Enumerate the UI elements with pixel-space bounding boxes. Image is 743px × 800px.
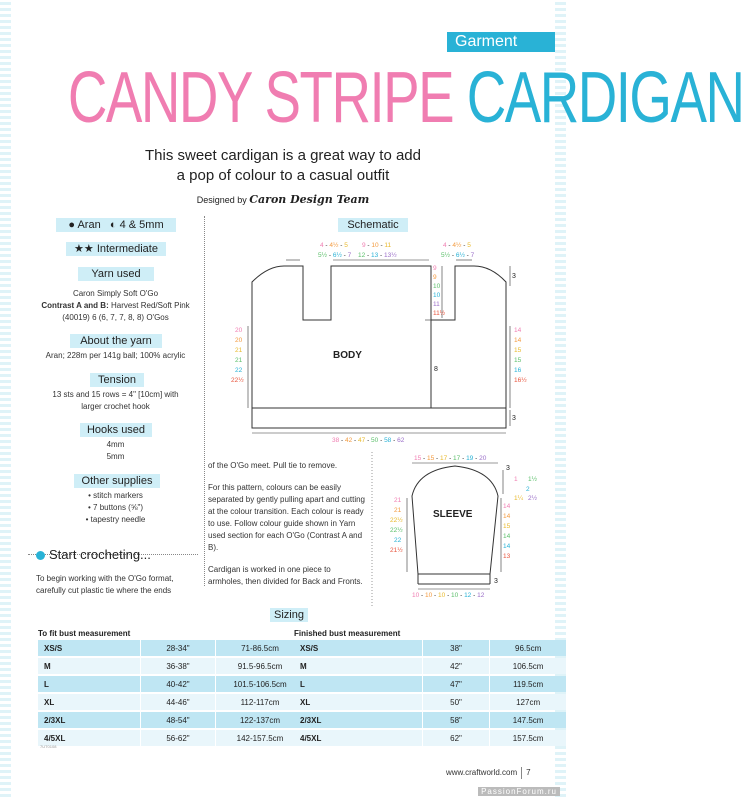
cm-cell: 91.5-96.5cm: [215, 658, 304, 674]
top-left-measure-2: 5½ - 6½ - 7: [318, 252, 352, 259]
svg-text:16½: 16½: [514, 377, 527, 384]
svg-text:10: 10: [433, 292, 441, 299]
svg-text:2: 2: [526, 486, 530, 493]
table-row: [38, 640, 304, 656]
size-cell: XL: [38, 694, 140, 710]
svg-text:11: 11: [433, 301, 440, 308]
start-crocheting-text: To begin working with the O'Go format, carefully cut plastic tie where the ends: [36, 574, 174, 595]
sleeve-bottom-measure: 10 - 10 - 10 - 10 - 12 - 12: [412, 592, 485, 599]
svg-text:14: 14: [503, 513, 511, 520]
svg-text:20: 20: [235, 337, 243, 344]
table-row: [294, 658, 566, 674]
designed-prefix: Designed by: [196, 195, 247, 205]
cm-cell: 71-86.5cm: [215, 640, 304, 656]
body-bottom-measure: 38 - 42 - 47 - 50 - 58 - 62: [332, 437, 405, 444]
inch-cell: 40-42": [140, 676, 215, 692]
svg-text:21½: 21½: [390, 547, 403, 554]
finished-bust-caption: Finished bust measurement: [294, 629, 401, 638]
svg-text:14: 14: [503, 503, 511, 510]
table-row: [38, 712, 304, 728]
fit-bust-caption: To fit bust measurement: [38, 629, 131, 638]
svg-text:21: 21: [394, 497, 402, 504]
svg-text:11½: 11½: [433, 310, 446, 317]
tension-line-2: larger crochet hook: [81, 402, 150, 411]
svg-text:9: 9: [433, 265, 437, 272]
instructions-p1: of the O'Go meet. Pull tie to remove.: [208, 461, 338, 470]
title-part-2: CARDIGAN: [466, 58, 743, 138]
svg-text:15: 15: [514, 347, 522, 354]
size-cell: XL: [294, 694, 422, 710]
svg-text:22½: 22½: [390, 517, 403, 524]
instructions-p2: For this pattern, colours can be easily separated by gently pulling apart and cutting at the colour transition. Each colour is ready to use. Follow colour guide shown in Yarn used section for each O'Go (Contrast A and B).: [208, 483, 365, 552]
top-left-measure: 4 - 4½ - 5: [320, 242, 348, 249]
size-cell: M: [38, 658, 140, 674]
inch-cell: 28-34": [140, 640, 215, 656]
body-outline: [252, 266, 506, 428]
level-value: Intermediate: [96, 243, 158, 255]
cm-cell: 122-137cm: [215, 712, 304, 728]
designer-name: Caron Design Team: [249, 193, 370, 206]
svg-text:20: 20: [235, 327, 243, 334]
svg-text:22½: 22½: [390, 527, 403, 534]
svg-text:21: 21: [235, 347, 243, 354]
size-cell: L: [294, 676, 422, 692]
top-right-measure: 4 - 4½ - 5: [443, 242, 471, 249]
sleeve-three-bottom: 3: [494, 578, 498, 585]
inch-cell: 62": [422, 730, 489, 746]
body-three-top: 3: [512, 273, 516, 280]
site-url[interactable]: www.craftworld.com: [446, 768, 518, 778]
table-row: [294, 730, 566, 746]
inch-cell: 48-54": [140, 712, 215, 728]
inch-cell: 42": [422, 658, 489, 674]
page-footer: [446, 767, 531, 779]
svg-text:13: 13: [503, 553, 511, 560]
start-heading-text: Start crocheting...: [49, 547, 151, 562]
size-cell: XS/S: [38, 640, 140, 656]
size-cell: L: [38, 676, 140, 692]
page-number: 7: [526, 768, 531, 778]
tension-head: Tension: [90, 373, 144, 387]
svg-text:14: 14: [503, 533, 511, 540]
inch-cell: 58": [422, 712, 489, 728]
cm-cell: 112-117cm: [215, 694, 304, 710]
page-code: 7UT0108: [40, 744, 57, 749]
svg-text:15: 15: [503, 523, 511, 530]
svg-text:9: 9: [433, 274, 437, 281]
size-cell: 2/3XL: [38, 712, 140, 728]
sleeve-top-measure: 15 - 15 - 17 - 17 - 19 - 20: [414, 455, 487, 462]
title-part-1: CANDY STRIPE: [67, 58, 454, 138]
table-row: [294, 676, 566, 692]
yarn-line-3: (40019) 6 (6, 7, 7, 8, 8) O'Gos: [62, 313, 169, 322]
svg-text:2½: 2½: [528, 495, 538, 502]
sleeve-right-measure: [503, 503, 511, 560]
cm-cell: 127cm: [489, 694, 566, 710]
schematic-head: Schematic: [338, 218, 408, 232]
cm-cell: 96.5cm: [489, 640, 566, 656]
sizing-head: Sizing: [270, 608, 308, 622]
size-cell: 4/5XL: [38, 730, 140, 746]
other-supplies-head: Other supplies: [74, 474, 160, 488]
sleeve-outline: [412, 466, 498, 574]
instructions-p3: Cardigan is worked in one piece to armholes, then divided for Back and Fronts.: [208, 565, 363, 586]
table-row: [38, 676, 304, 692]
cm-cell: 119.5cm: [489, 676, 566, 692]
table-row: [294, 640, 566, 656]
svg-text:14: 14: [514, 337, 522, 344]
cm-cell: 101.5-106.5cm: [215, 676, 304, 692]
tension-line-1: 13 sts and 15 rows = 4" [10cm] with: [52, 390, 179, 399]
table-row: [294, 712, 566, 728]
svg-text:1: 1: [514, 476, 518, 483]
inch-cell: 56-62": [140, 730, 215, 746]
finished-bust-table: [294, 638, 566, 748]
inch-cell: 44-46": [140, 694, 215, 710]
cm-cell: 157.5cm: [489, 730, 566, 746]
svg-text:14: 14: [514, 327, 522, 334]
weight-value: Aran: [77, 219, 101, 231]
sleeve-cap-measure: [514, 475, 538, 502]
hook-size-value: 4 & 5mm: [119, 219, 164, 231]
section-tag: Garment: [447, 32, 555, 52]
svg-text:1½: 1½: [528, 476, 538, 483]
cm-cell: 142-157.5cm: [215, 730, 304, 746]
cm-cell: 106.5cm: [489, 658, 566, 674]
supply-3: • tapestry needle: [85, 515, 146, 524]
hook-2: 5mm: [106, 452, 125, 461]
hooks-used-head: Hooks used: [80, 423, 152, 437]
sleeve-three-top: 3: [506, 465, 510, 472]
yarn-contrast-label: Contrast A and B:: [41, 301, 109, 310]
svg-text:10: 10: [433, 283, 441, 290]
svg-text:21: 21: [235, 357, 243, 364]
svg-text:1¼: 1¼: [514, 495, 524, 502]
footer-separator: [521, 767, 522, 779]
about-yarn-text: Aran; 228m per 141g ball; 100% acrylic: [45, 351, 186, 360]
svg-text:22½: 22½: [231, 377, 244, 384]
sleeve-left-measure: [390, 497, 403, 554]
top-right-measure-2: 5½ - 6½ - 7: [441, 252, 475, 259]
supply-1: • stitch markers: [88, 491, 143, 500]
watermark: PassionForum.ru: [478, 787, 560, 796]
inch-cell: 36-38": [140, 658, 215, 674]
cm-cell: 147.5cm: [489, 712, 566, 728]
yarn-line-1: Caron Simply Soft O'Go: [72, 289, 159, 298]
top-mid-measure-2: 12 - 13 - 13½: [358, 252, 397, 259]
fit-bust-table: [38, 638, 304, 748]
size-cell: XS/S: [294, 640, 422, 656]
hook-icon: ◐: [109, 219, 117, 231]
svg-text:15: 15: [514, 357, 522, 364]
inch-cell: 47": [422, 676, 489, 692]
svg-text:22: 22: [235, 367, 243, 374]
hook-1: 4mm: [106, 440, 125, 449]
inch-cell: 38": [422, 640, 489, 656]
level-stars-icon: ★★: [74, 243, 94, 255]
body-left-measure: [231, 327, 244, 384]
svg-text:21: 21: [394, 507, 402, 514]
table-row: [294, 694, 566, 710]
armhole-measure: [433, 265, 446, 317]
svg-text:14: 14: [503, 543, 511, 550]
yarn-contrast-value: Harvest Red/Soft Pink: [110, 301, 190, 310]
sleeve-label: SLEEVE: [433, 509, 473, 520]
about-yarn-head: About the yarn: [70, 334, 162, 348]
supply-2: • 7 buttons (⅝"): [88, 503, 143, 512]
size-cell: M: [294, 658, 422, 674]
yarn-ball-icon: ●: [68, 219, 76, 231]
table-row: [38, 694, 304, 710]
top-mid-measure: 9 - 10 - 11: [362, 242, 392, 249]
inch-cell: 50": [422, 694, 489, 710]
table-row: [38, 658, 304, 674]
body-right-measure: [514, 327, 527, 384]
size-cell: 4/5XL: [294, 730, 422, 746]
svg-text:16: 16: [514, 367, 522, 374]
yarn-used-head: Yarn used: [78, 267, 154, 281]
subtitle-line-2: a pop of colour to a casual outfit: [176, 167, 390, 184]
body-eight: 8: [434, 366, 438, 373]
body-label: BODY: [333, 350, 362, 361]
size-cell: 2/3XL: [294, 712, 422, 728]
body-three-bottom: 3: [512, 415, 516, 422]
table-row: [38, 730, 304, 746]
svg-text:22: 22: [394, 537, 402, 544]
subtitle-line-1: This sweet cardigan is a great way to add: [145, 147, 421, 164]
